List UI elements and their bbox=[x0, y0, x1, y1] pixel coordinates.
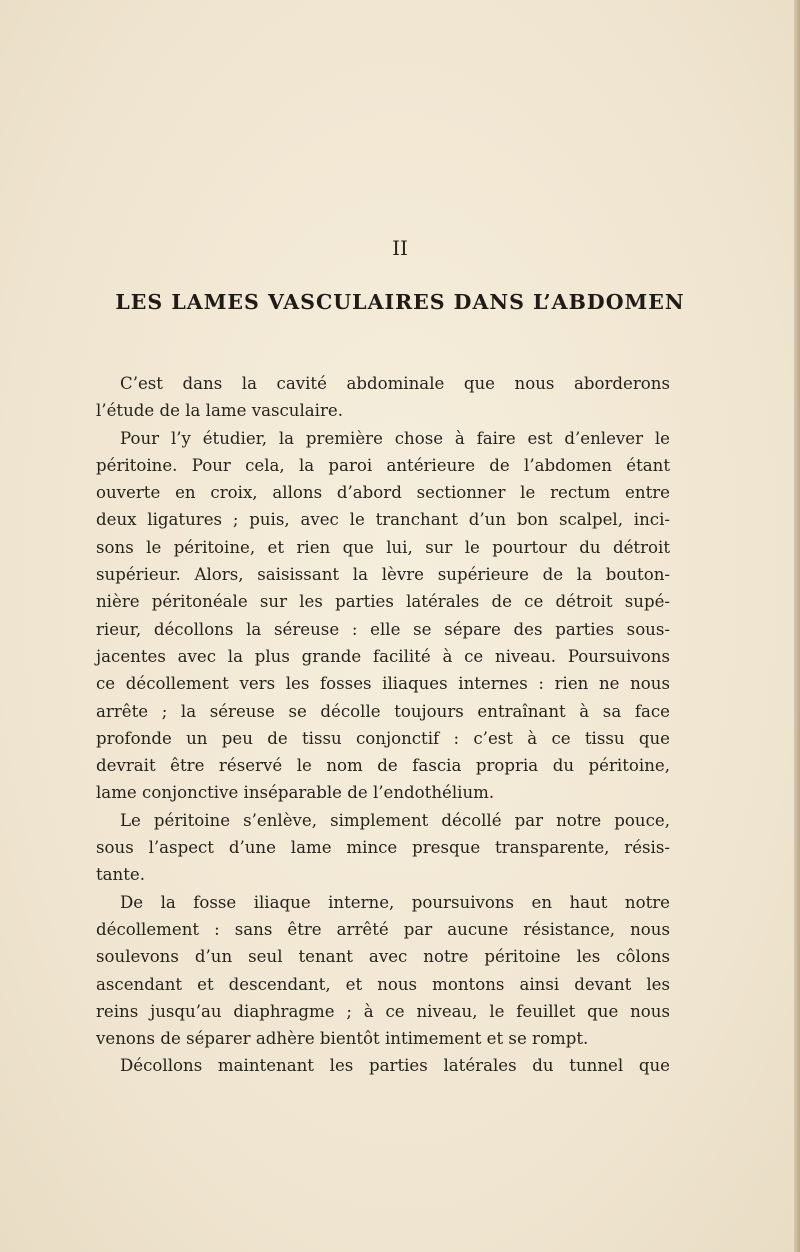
text-line: reins jusqu’au diaphragme ; à ce niveau, le feuillet que nous bbox=[96, 1001, 670, 1021]
text-line: jacentes avec la plus grande facilité à ce niveau. Poursuivons bbox=[96, 646, 670, 666]
text-line: soulevons d’un seul tenant avec notre péritoine les côlons bbox=[96, 947, 670, 967]
text-line: deux ligatures ; puis, avec le tranchant d’un bon scalpel, inci- bbox=[96, 510, 670, 530]
text-line: Le péritoine s’enlève, simplement décollé par notre pouce, bbox=[120, 810, 670, 830]
chapter-number: II bbox=[392, 236, 408, 260]
text-line: C’est dans la cavité abdominale que nous aborderons bbox=[120, 374, 670, 393]
text-line: devrait être réservé le nom de fascia propria du péritoine, bbox=[96, 756, 670, 776]
text-line: lame conjonctive inséparable de l’endothélium. bbox=[96, 783, 495, 803]
page-edge bbox=[794, 0, 800, 1252]
text-line: l’étude de la lame vasculaire. bbox=[96, 401, 343, 421]
text-line: nière péritonéale sur les parties latérales de ce détroit supé- bbox=[96, 592, 670, 612]
text-line: Décollons maintenant les parties latérales du tunnel que bbox=[120, 1056, 670, 1076]
chapter-title: LES LAMES VASCULAIRES DANS L’ABDOMEN bbox=[115, 290, 685, 314]
text-line: péritoine. Pour cela, la paroi antérieure de l’abdomen étant bbox=[96, 455, 670, 475]
text-line: tante. bbox=[96, 865, 146, 885]
text-line: arrête ; la séreuse se décolle toujours entraînant à sa face bbox=[96, 701, 670, 721]
text-line: supérieur. Alors, saisissant la lèvre supérieure de la bouton- bbox=[96, 565, 670, 585]
text-line: rieur, décollons la séreuse : elle se sépare des parties sous- bbox=[96, 619, 670, 639]
text-line: venons de séparer adhère bientôt intimement et se rompt. bbox=[96, 1029, 589, 1049]
text-line: sons le péritoine, et rien que lui, sur le pourtour du détroit bbox=[96, 537, 670, 557]
text-line: Pour l’y étudier, la première chose à faire est d’enlever le bbox=[120, 428, 670, 448]
text-line: sous l’aspect d’une lame mince presque transparente, résis- bbox=[96, 838, 670, 858]
text-line: décollement : sans être arrêté par aucune résistance, nous bbox=[96, 919, 670, 939]
body-text bbox=[96, 370, 670, 1080]
text-line: ce décollement vers les fosses iliaques internes : rien ne nous bbox=[96, 674, 670, 694]
text-line: ascendant et descendant, et nous montons ainsi devant les bbox=[96, 974, 670, 994]
text-line: ouverte en croix, allons d’abord sectionner le rectum entre bbox=[96, 483, 670, 503]
text-line: profonde un peu de tissu conjonctif : c’est à ce tissu que bbox=[96, 728, 670, 748]
text-line: De la fosse iliaque interne, poursuivons en haut notre bbox=[120, 892, 670, 912]
